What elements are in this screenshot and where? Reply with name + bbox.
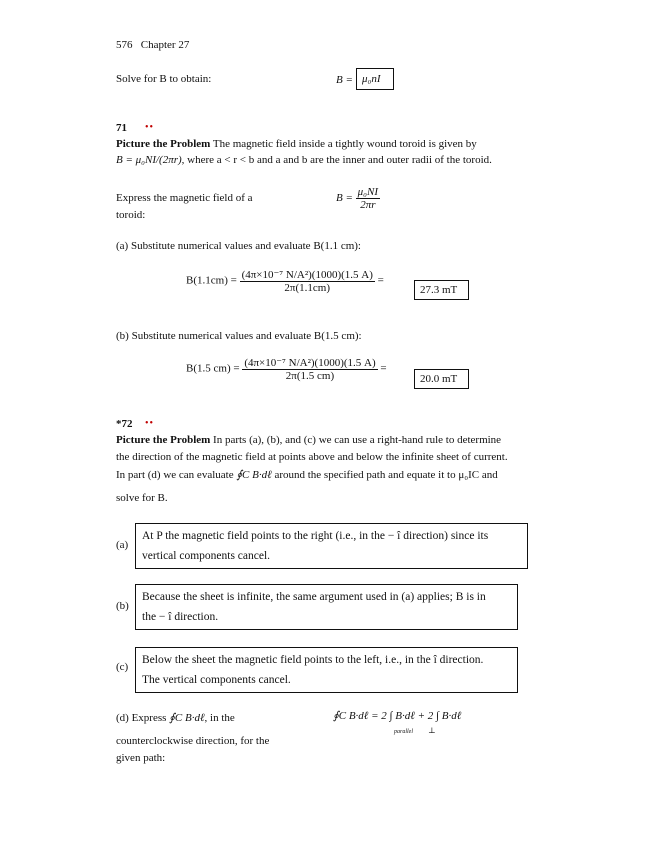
part-b-label: (b) xyxy=(116,600,129,612)
solve-label: Solve for B to obtain: xyxy=(116,73,212,85)
toroid-numerator: μ₀NI xyxy=(357,186,379,198)
part-c-text-2: The vertical components cancel. xyxy=(142,674,291,686)
part-b-instruction: (b) Substitute numerical values and evaluate B(1.5 cm): xyxy=(116,330,362,342)
toroid-fraction xyxy=(356,186,380,211)
line-integral-inline: ∮C B·dℓ xyxy=(236,469,272,481)
equation-b-fraction xyxy=(242,356,377,382)
result-b-label: B = xyxy=(336,74,353,86)
page-number: 576 xyxy=(116,39,133,51)
problem-72-line-4: solve for B. xyxy=(116,492,168,504)
problem-72-line-3 xyxy=(116,468,498,481)
part-d-line-2: counterclockwise direction, for the xyxy=(116,735,270,747)
problem-72-number: *72 xyxy=(116,418,133,430)
equation-b-numerator: (4π×10⁻⁷ N/A²)(1000)(1.5 A) xyxy=(244,357,376,369)
p72-line3a: In part (d) we can evaluate xyxy=(116,469,234,481)
part-d-line-3: given path: xyxy=(116,752,166,764)
part-c-text-1: Below the sheet the magnetic field points to the left, i.e., in the î direction. xyxy=(142,654,484,666)
answer-b-box xyxy=(414,369,469,389)
part-d-text-1b: , in the xyxy=(204,712,235,724)
picture-problem-heading: Picture the Problem xyxy=(116,138,211,150)
equation-b: B(1.5 cm) = $\frac{\text{(4π×10⁻⁷ N/A²)(1000)(1.5 A)}}{2\pi(1.5 cm)}$ = xyxy=(186,357,387,382)
page-header xyxy=(116,39,189,51)
express-line-2: toroid: xyxy=(116,209,146,221)
problem-72-line-1 xyxy=(116,434,501,446)
difficulty-dots: •• xyxy=(145,122,155,133)
express-line-1: Express the magnetic field of a xyxy=(116,192,253,204)
perp-subscript: ⊥ xyxy=(428,726,436,735)
equation-a-numerator: (4π×10⁻⁷ N/A²)(1000)(1.5 A) xyxy=(241,269,373,281)
p72-line1: In parts (a), (b), and (c) we can use a right-hand rule to determine xyxy=(210,434,502,446)
part-a-label: (a) xyxy=(116,539,129,551)
part-b-text-1: Because the sheet is infinite, the same argument used in (a) applies; B is in xyxy=(142,591,486,603)
toroid-equation xyxy=(336,186,380,211)
equation-a-denominator: 2π(1.1cm) xyxy=(284,282,330,294)
result-expression: μ₀nI xyxy=(362,73,381,85)
toroid-formula-text: where a < r < b and a and b are the inner and outer radii of the toroid. xyxy=(184,154,492,166)
part-d-equation: ∮C B·dℓ = 2 ∫ B·dℓ + 2 ∫ B·dℓ xyxy=(333,710,462,722)
part-a-instruction: (a) Substitute numerical values and evaluate B(1.1 cm): xyxy=(116,240,361,252)
equation-b-denominator: 2π(1.5 cm) xyxy=(285,370,335,382)
part-b-text-2: the − î direction. xyxy=(142,611,219,623)
part-d-line-1 xyxy=(116,711,235,724)
parallel-subscript: parallel xyxy=(394,729,413,735)
toroid-b: B = xyxy=(336,192,353,205)
part-a-answer-box xyxy=(135,523,528,569)
part-a-text-1: At P the magnetic field points to the right (i.e., in the − î direction) since its xyxy=(142,530,489,542)
part-b-answer-box xyxy=(135,584,518,630)
part-a-text-2: vertical components cancel. xyxy=(142,550,271,562)
p72-line3b: around the specified path and equate it to μ₀IC and xyxy=(274,469,498,481)
toroid-denominator: 2πr xyxy=(360,199,376,211)
part-c-answer-box xyxy=(135,647,518,693)
equation-b-lhs: B(1.5 cm) = xyxy=(186,362,240,375)
result-box xyxy=(356,68,394,90)
toroid-formula-line xyxy=(116,154,492,166)
part-c-label: (c) xyxy=(116,661,129,673)
problem-72-line-2: the direction of the magnetic field at points above and below the infinite sheet of current. xyxy=(116,451,508,463)
difficulty-dots-72: •• xyxy=(145,418,155,429)
intro-text: The magnetic field inside a tightly wound toroid is given by xyxy=(210,138,477,150)
equation-a-lhs: B(1.1cm) = xyxy=(186,274,237,287)
answer-b: 20.0 mT xyxy=(420,373,458,385)
part-d-text-1a: (d) Express xyxy=(116,712,167,724)
picture-problem-heading-72: Picture the Problem xyxy=(116,434,211,446)
problem-71-number: 71 xyxy=(116,122,127,134)
equation-a-fraction xyxy=(240,268,375,294)
equation-a: B(1.1cm) = $\frac{\text{(4π×10⁻⁷ N/A²)(1000)(1.5 A)}}{2\pi(1.1cm)}$ = xyxy=(186,269,384,294)
toroid-formula: B = μ₀NI/(2πr), xyxy=(116,154,185,166)
answer-a-box xyxy=(414,280,469,300)
chapter-label: Chapter 27 xyxy=(140,39,190,51)
part-d-integral: ∮C B·dℓ xyxy=(169,712,205,724)
answer-a: 27.3 mT xyxy=(420,284,458,296)
problem-71-intro xyxy=(116,138,477,150)
